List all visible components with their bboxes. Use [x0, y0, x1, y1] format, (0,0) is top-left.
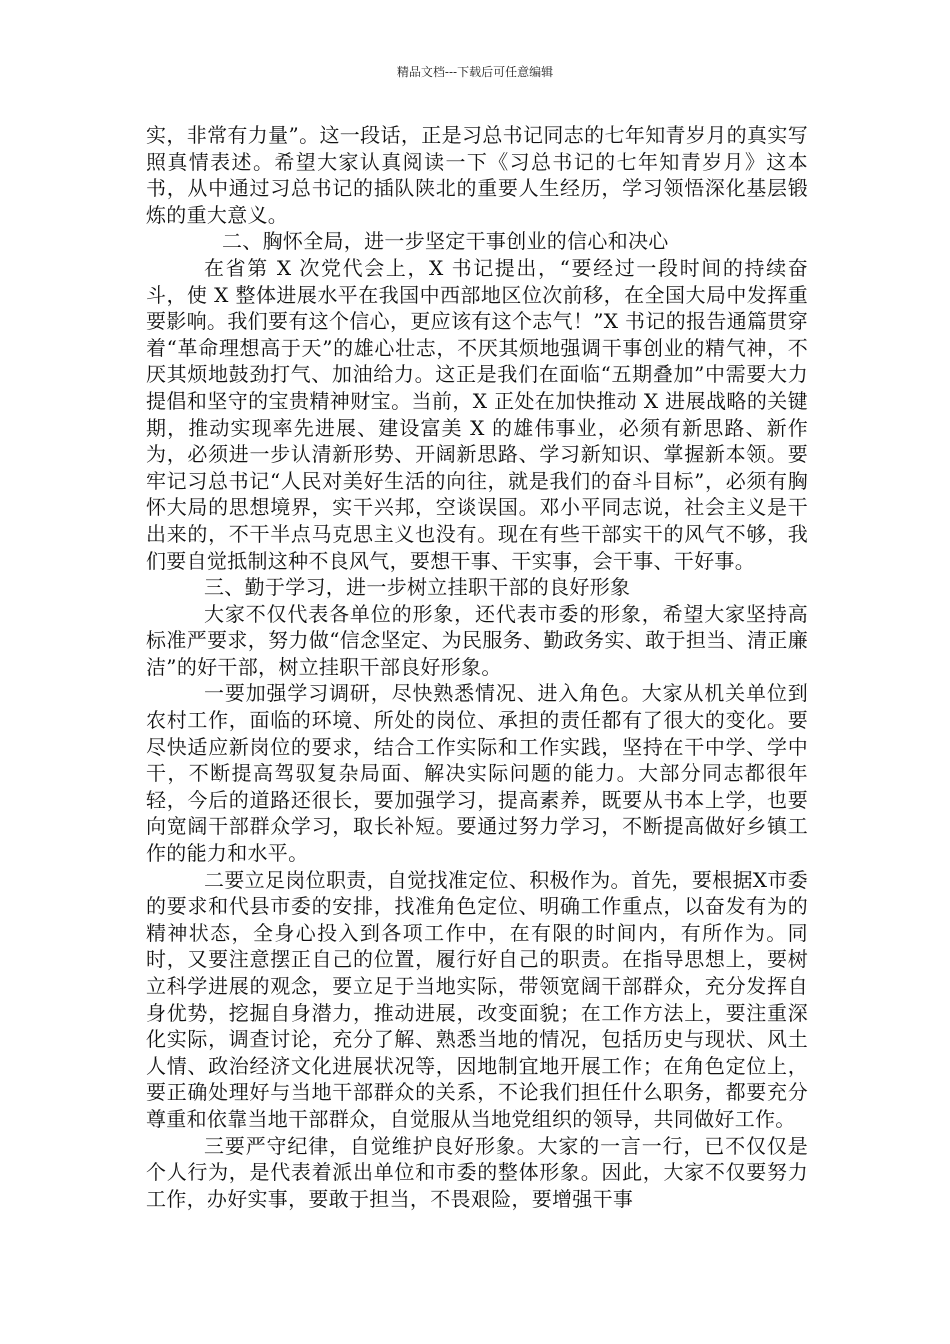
page-header: 精品文档---下载后可任意编辑: [396, 65, 554, 79]
paragraph: 一要加强学习调研，尽快熟悉情况、进入角色。大家从机关单位到农村工作，面临的环境、所处的岗位、承担的责任都有了很大的变化。要尽快适应新岗位的要求，结合工作实际和工作实践，坚持在干中学、学中干，不断提高驾驭复杂局面、解决实际问题的能力。大部分同志都很年轻，今后的道路还很长，要加强学习，提高素养，既要从书本上学，也要向宽阔干部群众学习，取长补短。要通过努力学习，不断提高做好乡镇工作的能力和水平。: [146, 681, 808, 866]
paragraph: 在省第 X 次党代会上，X 书记提出，“要经过一段时间的持续奋斗，使 X 整体进展水平在我国中西部地区位次前移，在全国大局中发挥重要影响。我们要有这个信心，更应该有这个志气！”X 书记的报告通篇贯穿着“革命理想高于天”的雄心壮志，不厌其烦地强调干事创业的精气神，不厌其烦地鼓劲打气、加油给力。这正是我们在面临“五期叠加”中需要大力提倡和坚守的宝贵精神财宝。当前，X 正处在加快推动 X 进展战略的关键期，推动实现率先进展、建设富美 X 的雄伟事业，必须有新思路、新作为，必须进一步认清新形势、开阔新思路、学习新知识、掌握新本领。要牢记习总书记“人民对美好生活的向往，就是我们的奋斗目标”，必须有胸怀大局的思想境界，实干兴邦，空谈误国。邓小平同志说，社会主义是干出来的，不干半点马克思主义也没有。现在有些干部实干的风气不够，我们要自觉抵制这种不良风气，要想干事、干实事，会干事、干好事。: [146, 255, 808, 573]
paragraph: 二要立足岗位职责，自觉找准定位、积极作为。首先，要根据X市委的要求和代县市委的安排，找准角色定位、明确工作重点，以奋发有为的精神状态，全身心投入到各项工作中，在有限的时间内，有所作为。同时，又要注意摆正自己的位置，履行好自己的职责。在指导思想上，要树立科学进展的观念，要立足于当地实际，带领宽阔干部群众，充分发挥自身优势，挖掘自身潜力，推动进展，改变面貌；在工作方法上，要注重深化实际，调查讨论，充分了解、熟悉当地的情况，包括历史与现状、风土人情、政治经济文化进展状况等，因地制宜地开展工作；在角色定位上，要正确处理好与当地干部群众的关系，不论我们担任什么职务，都要充分尊重和依靠当地干部群众，自觉服从当地党组织的领导，共同做好工作。: [146, 867, 808, 1131]
section-heading-3: 三、勤于学习，进一步树立挂职干部的良好形象: [204, 575, 631, 600]
paragraph-continuation: 实，非常有力量”。这一段话，正是习总书记同志的七年知青岁月的真实写照真情表述。希望大家认真阅读一下《习总书记的七年知青岁月》这本书，从中通过习总书记的插队陕北的重要人生经历，学习领悟深化基层锻炼的重大意义。: [146, 123, 808, 227]
section-heading-2: 二、胸怀全局，进一步坚定干事创业的信心和决心: [222, 229, 669, 254]
paragraph: 三要严守纪律，自觉维护良好形象。大家的一言一行，已不仅仅是个人行为，是代表着派出单位和市委的整体形象。因此，大家不仅要努力工作，办好实事，要敢于担当，不畏艰险，要增强干事: [146, 1133, 808, 1211]
paragraph: 大家不仅代表各单位的形象，还代表市委的形象，希望大家坚持高标准严要求，努力做“信念坚定、为民服务、勤政务实、敢于担当、清正廉洁”的好干部，树立挂职干部良好形象。: [146, 601, 808, 679]
document-body: [146, 122, 808, 1212]
